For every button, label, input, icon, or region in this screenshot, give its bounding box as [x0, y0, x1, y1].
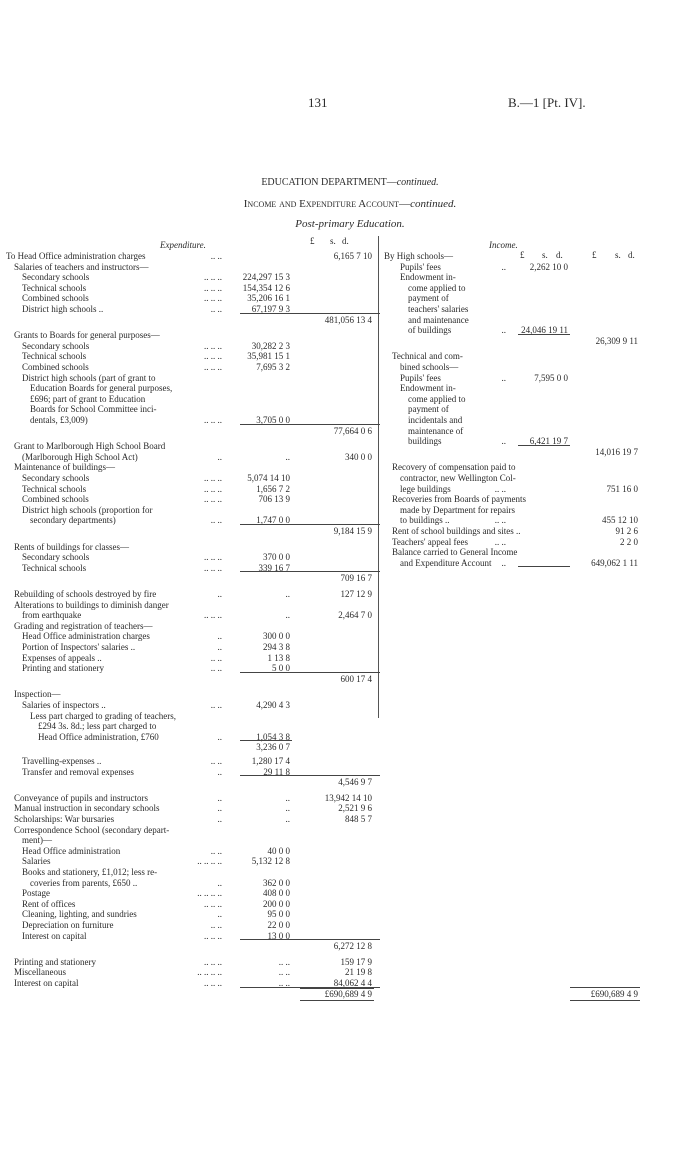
total-rule — [240, 775, 380, 776]
subtotal-amount: 40 0 0 — [267, 845, 290, 856]
leader-dots: .. .. .. — [204, 282, 222, 293]
leader-dots: .. .. .. — [204, 494, 222, 505]
subtotal-amount: 29 11 8 — [263, 766, 290, 777]
income-shilling-label-2: s. — [615, 250, 621, 260]
expenditure-line-text: Technical schools — [22, 282, 87, 293]
leader-dots: .. — [501, 372, 506, 383]
account-title-main: Income and Expenditure Account— — [243, 198, 411, 210]
total-amount: 127 12 9 — [340, 589, 372, 599]
income-line-text: Endowment in- — [400, 383, 456, 394]
subtotal-rule — [518, 566, 570, 567]
expenditure-line-text: dentals, £3,009) — [30, 415, 88, 425]
total-amount: 340 0 0 — [345, 451, 372, 462]
income-line-text: payment of — [408, 404, 449, 415]
income-line-text: teachers' salaries — [408, 304, 469, 314]
subtotal-amount: .. — [285, 451, 290, 462]
subtotal-amount: 1 13 8 — [267, 652, 290, 663]
expenditure-line-text: Scholarships: War bursaries — [14, 814, 115, 824]
income-pence-label-1: d. — [556, 250, 563, 260]
leader-dots: .. .. .. — [204, 473, 222, 483]
subtotal-amount: 30,282 2 3 — [251, 340, 290, 351]
subtotal-amount: 4,290 4 3 — [256, 700, 290, 710]
total-rule — [240, 424, 380, 425]
column-divider — [378, 236, 379, 718]
total-amount: £690,689 4 9 — [590, 988, 638, 999]
expenditure-line-text: Grading and registration of teachers— — [14, 620, 153, 631]
expenditure-line-text: coveries from parents, £650 .. — [30, 877, 138, 888]
leader-dots: .. — [217, 589, 222, 599]
expenditure-line-text: Rebuilding of schools destroyed by fire — [14, 589, 157, 599]
total-rule — [240, 313, 380, 314]
leader-dots: .. .. .. — [204, 562, 222, 573]
total-amount: 84,062 4 4 — [333, 978, 372, 988]
income-line-text: and Expenditure Account — [400, 557, 492, 568]
expenditure-line-text: Printing and stationery — [22, 663, 104, 674]
expenditure-line-text: Less part charged to grading of teachers, — [30, 710, 177, 721]
subtotal-amount: 35,981 15 1 — [247, 351, 290, 362]
total-rule — [240, 524, 380, 525]
leader-dots: .. — [217, 909, 222, 920]
income-heading: Income. — [489, 240, 518, 250]
subtotal-amount: .. .. — [278, 967, 290, 978]
expenditure-line-text: Postage — [22, 888, 50, 899]
total-amount: 14,016 19 7 — [595, 446, 638, 457]
department-title — [150, 178, 550, 188]
expenditure-line-text: Secondary schools — [22, 340, 90, 351]
expenditure-line-text: Combined schools — [22, 293, 89, 304]
page-number: 131 — [308, 95, 328, 110]
subtotal-amount: 300 0 0 — [263, 631, 290, 642]
income-line-text: contractor, new Wellington Col- — [400, 473, 516, 483]
subtotal-amount: 7,595 0 0 — [534, 372, 568, 383]
expenditure-line-text: Salaries of inspectors .. — [22, 700, 106, 710]
account-title — [150, 198, 550, 210]
income-line-text: Balance carried to General Income — [392, 547, 518, 558]
leader-dots: .. .. — [494, 536, 506, 547]
subtotal-amount: 362 0 0 — [263, 877, 290, 888]
expenditure-line-text: Combined schools — [22, 362, 89, 372]
total-amount: 2,521 9 6 — [338, 803, 372, 814]
expenditure-pound-label-1: £ — [310, 236, 315, 246]
total-amount: 4,546 9 7 — [338, 777, 372, 788]
account-title-continued: continued. — [410, 198, 457, 210]
leader-dots: .. — [501, 325, 506, 336]
leader-dots: .. — [217, 803, 222, 814]
expenditure-line-text: Head Office administration, £760 — [38, 731, 159, 742]
leader-dots: .. .. .. — [204, 978, 222, 988]
leader-dots: .. .. .. — [204, 362, 222, 372]
expenditure-line-text: Cleaning, lighting, and sundries — [22, 909, 137, 920]
income-line-text: Recoveries from Boards of payments — [392, 494, 526, 505]
expenditure-line-text: District high schools (proportion for — [22, 504, 153, 515]
leader-dots: .. .. .. — [204, 351, 222, 362]
income-line-text: Pupils' fees — [400, 261, 441, 272]
expenditure-line-text: Secondary schools — [22, 272, 90, 283]
income-line-text: By High schools— — [384, 251, 454, 261]
expenditure-line-text: Books and stationery, £1,012; less re- — [22, 867, 158, 877]
expenditure-line-text: Technical schools — [22, 351, 87, 362]
subtotal-rule — [518, 334, 570, 335]
subtotal-amount: 1,280 17 4 — [251, 756, 290, 766]
total-amount: 2 2 0 — [620, 536, 638, 547]
total-amount: 481,056 13 4 — [324, 314, 372, 325]
total-amount: 600 17 4 — [340, 673, 372, 684]
expenditure-line-text: Technical schools — [22, 483, 87, 494]
expenditure-line-text: Manual instruction in secondary schools — [14, 803, 160, 814]
expenditure-line-text: Salaries — [22, 856, 51, 867]
income-line-text: made by Department for repairs — [400, 504, 515, 515]
grand-total-rule-bottom — [300, 1000, 374, 1001]
total-amount: 455 12 10 — [602, 515, 638, 526]
subtotal-amount: 3,236 0 7 — [256, 742, 290, 753]
leader-dots: .. — [217, 877, 222, 888]
subtotal-amount: .. .. — [278, 956, 290, 967]
subtotal-amount: 35,206 16 1 — [247, 293, 290, 304]
expenditure-shilling-label-1: s. — [330, 236, 336, 246]
subtotal-amount: 67,197 9 3 — [251, 304, 290, 314]
expenditure-line-text: Travelling-expenses .. — [22, 756, 102, 766]
subtotal-rule — [518, 445, 570, 446]
department-title-main: EDUCATION DEPARTMENT— — [261, 177, 397, 188]
total-amount: £690,689 4 9 — [324, 988, 372, 999]
leader-dots: .. .. .. — [204, 340, 222, 351]
subtotal-amount: 13 0 0 — [267, 930, 290, 941]
leader-dots: .. .. — [494, 515, 506, 526]
total-amount: 26,309 9 11 — [595, 335, 638, 346]
income-line-text: lege buildings — [400, 483, 451, 494]
expenditure-line-text: Secondary schools — [22, 552, 90, 563]
income-line-text: incidentals and — [408, 415, 463, 425]
leader-dots: .. — [217, 766, 222, 777]
expenditure-line-text: Inspection— — [14, 689, 61, 700]
subtotal-amount: 1,054 3 8 — [256, 731, 290, 742]
leader-dots: .. .. — [210, 700, 222, 710]
subtotal-amount: 1,747 0 0 — [256, 515, 290, 526]
page-reference: B.—1 [Pt. IV]. — [508, 95, 586, 110]
expenditure-line-text: secondary departments) — [30, 515, 116, 526]
expenditure-line-text: Combined schools — [22, 494, 89, 505]
subtotal-amount: 22 0 0 — [267, 920, 290, 930]
subtotal-amount: 5,074 14 10 — [247, 473, 290, 483]
subtotal-amount: 24,046 19 11 — [521, 325, 568, 336]
subtotal-amount: .. — [285, 803, 290, 814]
department-title-continued: continued. — [396, 177, 439, 188]
expenditure-line-text: District high schools .. — [22, 304, 104, 314]
leader-dots: .. .. — [210, 515, 222, 526]
expenditure-line-text: Correspondence School (secondary depart- — [14, 824, 170, 835]
expenditure-line-text: (Marlborough High School Act) — [22, 451, 138, 462]
leader-dots: .. — [217, 814, 222, 824]
grand-total-rule-top — [570, 987, 640, 988]
leader-dots: .. .. .. .. — [197, 856, 222, 867]
leader-dots: .. .. — [210, 920, 222, 930]
subtotal-rule — [240, 740, 292, 741]
subtotal-amount: 200 0 0 — [263, 898, 290, 909]
subtotal-amount: 2,262 10 0 — [529, 261, 568, 272]
expenditure-line-text: Head Office administration — [22, 845, 121, 856]
leader-dots: .. .. .. — [204, 552, 222, 563]
grand-total-rule-bottom — [570, 1000, 640, 1001]
income-line-text: and maintenance — [408, 314, 469, 325]
leader-dots: .. — [217, 792, 222, 803]
subtotal-amount: .. .. — [278, 978, 290, 988]
expenditure-line-text: Interest on capital — [14, 978, 79, 988]
total-amount: 751 16 0 — [606, 483, 638, 494]
expenditure-line-text: Maintenance of buildings— — [14, 462, 115, 473]
subtotal-amount: 294 3 8 — [263, 642, 290, 652]
expenditure-line-text: from earthquake — [22, 610, 82, 621]
leader-dots: .. — [217, 451, 222, 462]
subtotal-amount: 7,695 3 2 — [256, 362, 290, 372]
income-line-text: of buildings — [408, 325, 452, 336]
total-rule — [240, 939, 380, 940]
expenditure-line-text: Grants to Boards for general purposes— — [14, 330, 160, 341]
expenditure-line-text: £696; part of grant to Education — [30, 393, 146, 404]
total-amount: 709 16 7 — [340, 573, 372, 584]
subtotal-amount: .. — [285, 792, 290, 803]
income-line-text: Technical and com- — [392, 351, 463, 362]
leader-dots: .. .. .. — [204, 898, 222, 909]
leader-dots: .. — [501, 557, 506, 568]
total-rule — [240, 672, 380, 673]
income-line-text: payment of — [408, 293, 449, 304]
leader-dots: .. .. — [210, 845, 222, 856]
income-line-text: buildings — [408, 436, 442, 447]
leader-dots: .. .. — [210, 652, 222, 663]
expenditure-line-text: Technical schools — [22, 562, 87, 573]
leader-dots: .. .. — [210, 663, 222, 674]
total-amount: 21 19 8 — [345, 967, 372, 978]
total-amount: 6,272 12 8 — [333, 941, 372, 952]
leader-dots: .. .. .. — [204, 610, 222, 621]
leader-dots: .. .. .. — [204, 930, 222, 941]
expenditure-line-text: Interest on capital — [22, 930, 87, 941]
grand-total-rule-top — [300, 988, 374, 989]
expenditure-line-text: £294 3s. 8d.; less part charged to — [38, 721, 157, 732]
expenditure-line-text: Printing and stationery — [14, 956, 96, 967]
income-line-text: Endowment in- — [400, 272, 456, 283]
income-pound-label-1: £ — [520, 250, 525, 260]
income-line-text: to buildings .. — [400, 515, 450, 526]
total-amount: 9,184 15 9 — [333, 526, 372, 536]
expenditure-line-text: Education Boards for general purposes, — [30, 383, 173, 394]
expenditure-line-text: District high schools (part of grant to — [22, 372, 156, 383]
expenditure-line-text: To Head Office administration charges — [6, 251, 146, 261]
subtotal-amount: 5,132 12 8 — [251, 856, 290, 867]
expenditure-line-text: Salaries of teachers and instructors— — [14, 261, 149, 272]
income-pound-label-2: £ — [592, 250, 597, 260]
subtotal-amount: .. — [285, 589, 290, 599]
income-pence-label-2: d. — [628, 250, 635, 260]
leader-dots: .. .. — [210, 304, 222, 314]
subtotal-amount: 154,354 12 6 — [242, 282, 290, 293]
subtotal-amount: 6,421 19 7 — [529, 436, 568, 447]
leader-dots: .. — [501, 261, 506, 272]
subtotal-amount: 3,705 0 0 — [256, 415, 290, 425]
section-title: Post-primary Education. — [295, 218, 405, 230]
expenditure-line-text: Head Office administration charges — [22, 631, 150, 642]
income-line-text: Recovery of compensation paid to — [392, 462, 516, 473]
income-line-text: maintenance of — [408, 425, 464, 436]
income-line-text: bined schools— — [400, 362, 459, 372]
subtotal-amount: 224,297 15 3 — [242, 272, 290, 283]
income-line-text: Rent of school buildings and sites .. — [392, 526, 521, 536]
leader-dots: .. — [501, 436, 506, 447]
total-amount: 77,664 0 6 — [333, 425, 372, 436]
leader-dots: .. — [217, 731, 222, 742]
leader-dots: .. .. .. .. — [197, 888, 222, 899]
total-amount: 91 2 6 — [615, 526, 638, 536]
subtotal-amount: 339 16 7 — [258, 562, 290, 573]
leader-dots: .. .. .. — [204, 272, 222, 283]
total-amount: 159 17 9 — [340, 956, 372, 967]
expenditure-line-text: Portion of Inspectors' salaries .. — [22, 642, 136, 652]
expenditure-line-text: ment)— — [22, 835, 52, 846]
subtotal-amount: 95 0 0 — [267, 909, 290, 920]
total-rule — [240, 571, 380, 572]
total-amount: 848 5 7 — [345, 814, 372, 824]
expenditure-heading: Expenditure. — [160, 240, 206, 250]
expenditure-line-text: Boards for School Committee inci- — [30, 404, 157, 415]
leader-dots: .. .. — [210, 251, 222, 261]
expenditure-line-text: Miscellaneous — [14, 967, 66, 978]
expenditure-line-text: Rent of offices — [22, 898, 76, 909]
subtotal-amount: 370 0 0 — [263, 552, 290, 563]
subtotal-amount: 706 13 9 — [258, 494, 290, 505]
expenditure-line-text: Secondary schools — [22, 473, 90, 483]
subtotal-amount: .. — [285, 610, 290, 621]
expenditure-line-text: Transfer and removal expenses — [22, 766, 134, 777]
total-amount: 13,942 14 10 — [324, 792, 372, 803]
total-amount: 6,165 7 10 — [333, 251, 372, 261]
leader-dots: .. .. .. .. — [197, 967, 222, 978]
income-line-text: come applied to — [408, 282, 466, 293]
leader-dots: .. — [217, 642, 222, 652]
leader-dots: .. — [217, 631, 222, 642]
leader-dots: .. .. .. — [204, 483, 222, 494]
leader-dots: .. .. .. — [204, 293, 222, 304]
expenditure-pence-label-1: d. — [342, 236, 349, 246]
income-line-text: Pupils' fees — [400, 372, 441, 383]
subtotal-amount: 5 0 0 — [272, 663, 290, 674]
leader-dots: .. .. — [210, 756, 222, 766]
expenditure-line-text: Depreciation on furniture — [22, 920, 114, 930]
expenditure-line-text: Rents of buildings for classes— — [14, 541, 129, 552]
leader-dots: .. .. — [494, 483, 506, 494]
leader-dots: .. .. .. — [204, 956, 222, 967]
expenditure-line-text: Grant to Marlborough High School Board — [14, 441, 166, 452]
subtotal-amount: 1,656 7 2 — [256, 483, 290, 494]
income-line-text: Teachers' appeal fees — [392, 536, 468, 547]
expenditure-line-text: Conveyance of pupils and instructors — [14, 792, 148, 803]
subtotal-amount: .. — [285, 814, 290, 824]
expenditure-line-text: Alterations to buildings to diminish danger — [14, 599, 169, 610]
income-line-text: come applied to — [408, 393, 466, 404]
subtotal-amount: 408 0 0 — [263, 888, 290, 899]
leader-dots: .. .. .. — [204, 415, 222, 425]
total-amount: 649,062 1 11 — [591, 557, 638, 568]
expenditure-line-text: Expenses of appeals .. — [22, 652, 102, 663]
income-shilling-label-1: s. — [542, 250, 548, 260]
total-amount: 2,464 7 0 — [338, 610, 372, 621]
